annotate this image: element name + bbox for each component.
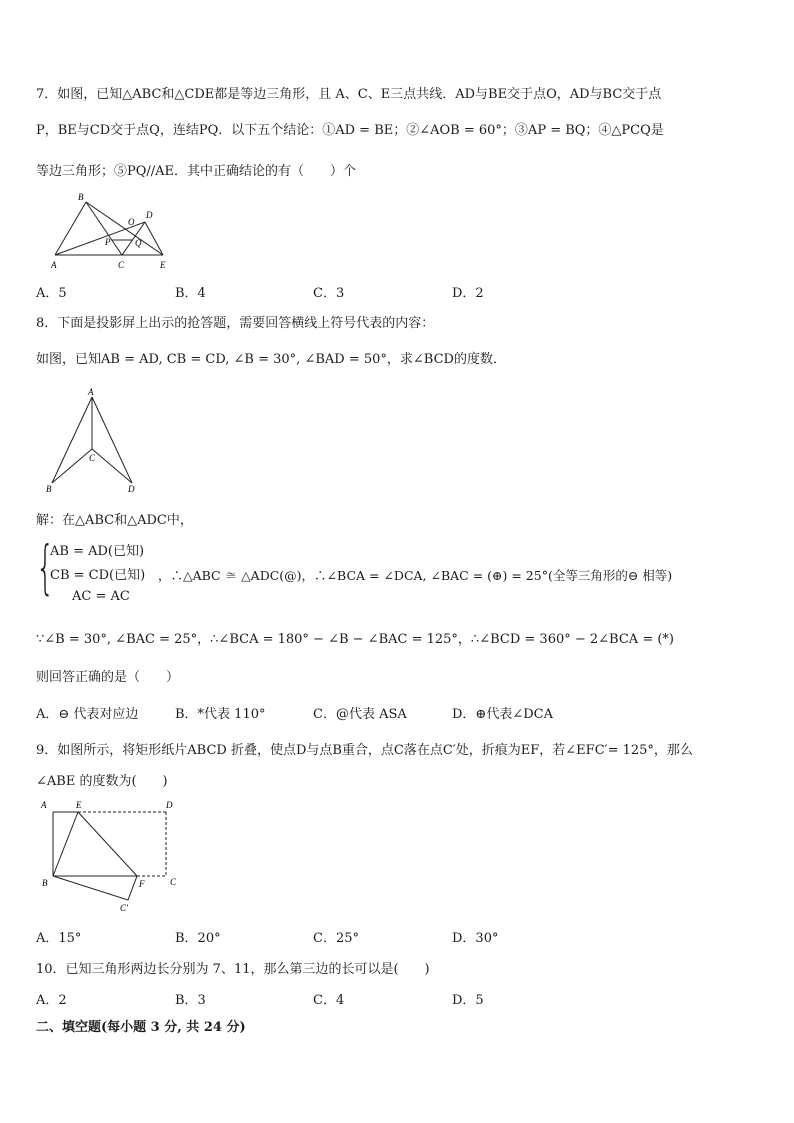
fig8-label-D: D xyxy=(128,484,135,494)
fig7-label-E: E xyxy=(160,260,166,270)
fig9-label-C: C xyxy=(170,877,177,887)
fig9-label-F: F xyxy=(139,879,145,889)
q10-option-b: B．3 xyxy=(175,993,206,1008)
q8-question: 则回答正确的是（ ） xyxy=(36,670,180,685)
fig9-label-B: B xyxy=(42,878,48,888)
fig9-label-E: E xyxy=(76,800,82,810)
q7-option-a: A．5 xyxy=(36,286,67,301)
fig8-label-B: B xyxy=(46,484,52,494)
q7-option-d: D．2 xyxy=(452,286,484,301)
q9-line2: ∠ABE 的度数为( ) xyxy=(36,774,168,789)
q8-system-conclusion: ，∴△ABC ≅ △ADC(@)，∴∠BCA = ∠DCA, ∠BAC = (⊕) = 25°(全等三角形的⊖ 相等) xyxy=(158,568,673,583)
q7-line3: 等边三角形；⑤PQ//AE．其中正确结论的有（ ）个 xyxy=(36,164,357,179)
q8-figure xyxy=(40,385,150,495)
q8-option-a: A．⊖ 代表对应边 xyxy=(36,707,139,722)
q7-figure xyxy=(45,190,175,270)
q8-system-line1: AB = AD(已知) xyxy=(50,544,145,559)
q7-option-c: C．3 xyxy=(313,286,345,301)
fig7-label-P: P xyxy=(105,237,111,247)
fig7-label-B: B xyxy=(78,192,84,202)
fig7-label-O: O xyxy=(128,217,135,227)
q10-line1: 10．已知三角形两边长分别为 7、11，那么第三边的长可以是( ) xyxy=(36,962,430,977)
fig7-label-A: A xyxy=(51,260,57,270)
fig9-label-C-prime: C′ xyxy=(120,903,128,913)
q9-option-b: B．20° xyxy=(175,931,221,946)
q8-line2: 如图，已知AB = AD, CB = CD, ∠B = 30°, ∠BAD = 50°，求∠BCD的度数． xyxy=(36,352,506,367)
fig8-label-A: A xyxy=(88,387,94,397)
q7-option-b: B．4 xyxy=(175,286,206,301)
q10-option-a: A．2 xyxy=(36,993,67,1008)
q8-system-line2: CB = CD(已知) xyxy=(50,568,146,583)
q8-option-c: C．@代表 ASA xyxy=(313,707,407,722)
q9-option-c: C．25° xyxy=(313,931,359,946)
section-heading-fill-in: 二、填空题(每小题 3 分, 共 24 分) xyxy=(36,1020,246,1035)
fig9-label-A: A xyxy=(41,800,47,810)
q9-option-a: A．15° xyxy=(36,931,82,946)
fig7-label-Q: Q xyxy=(135,238,142,248)
q10-option-d: D．5 xyxy=(452,993,484,1008)
q7-line2: P，BE与CD交于点Q，连结PQ．以下五个结论：①AD = BE；②∠AOB = 60°；③AP = BQ；④△PCQ是 xyxy=(36,123,664,138)
q9-option-d: D．30° xyxy=(452,931,499,946)
q8-option-d: D．⊕代表∠DCA xyxy=(452,707,553,722)
q10-option-c: C．4 xyxy=(313,993,345,1008)
q9-line1: 9．如图所示，将矩形纸片ABCD 折叠，使点D与点B重合，点C落在点C′处，折痕为EF，若∠EFC′= 125°，那么 xyxy=(36,743,693,758)
fig7-label-C: C xyxy=(118,260,125,270)
q8-calculation: ∵∠B = 30°, ∠BAC = 25°，∴∠BCA = 180° − ∠B − ∠BAC = 125°，∴∠BCD = 360° − 2∠BCA = (*) xyxy=(36,632,674,647)
q8-system-line3: AC = AC xyxy=(72,589,130,604)
q9-figure xyxy=(38,796,188,918)
q8-option-b: B．*代表 110° xyxy=(175,707,266,722)
q8-solution-intro: 解：在△ABC和△ADC中， xyxy=(36,513,193,528)
fig9-label-D: D xyxy=(166,800,173,810)
fig7-label-D: D xyxy=(146,210,153,220)
q8-line1: 8．下面是投影屏上出示的抢答题，需要回答横线上符号代表的内容： xyxy=(36,316,435,331)
q7-line1: 7．如图，已知△ABC和△CDE都是等边三角形，且 A、C、E三点共线．AD与BE交于点O，AD与BC交于点 xyxy=(36,87,662,102)
system-brace: { xyxy=(36,533,55,601)
fig8-label-C: C xyxy=(89,453,96,463)
